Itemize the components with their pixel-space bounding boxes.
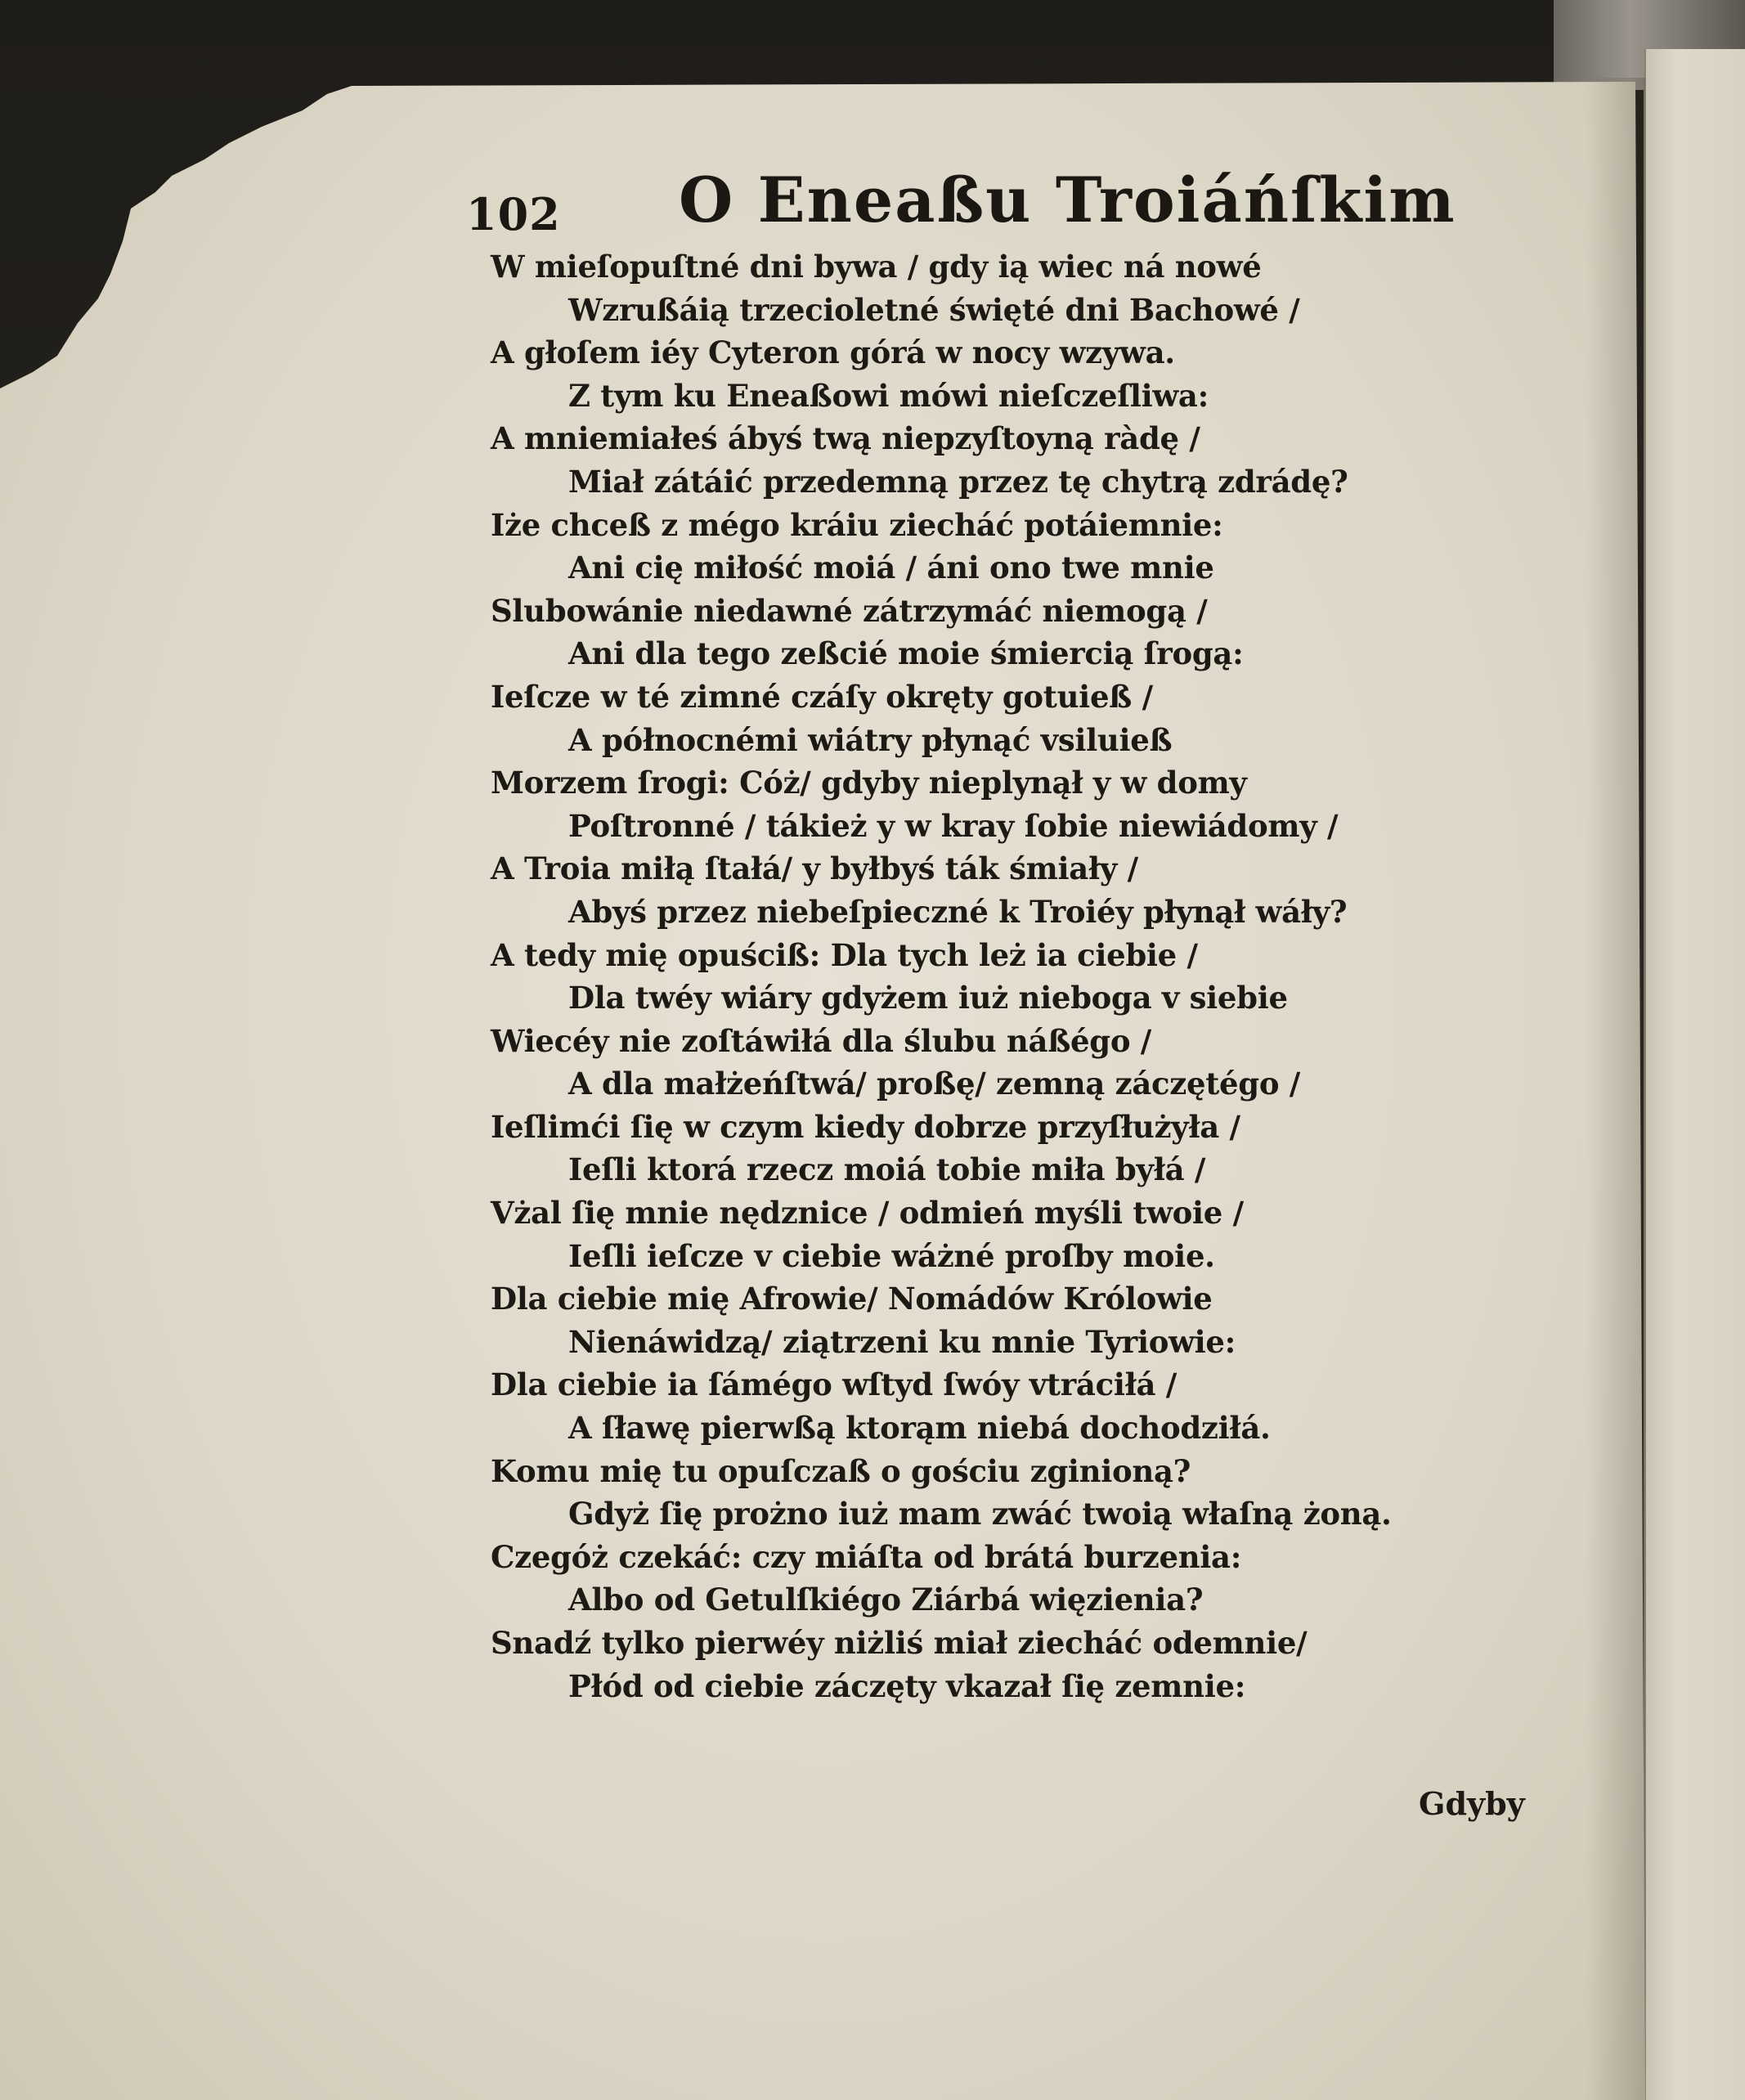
verse-line: Poſtronné / tákież y w kray ſobie niewiádomy / [568,807,1339,844]
verse-line: Iże chceß z mégo kráiu ziecháć potáiemnie: [491,506,1223,543]
verse-line: Dla ciebie mię Afrowie/ Nomádów Królowie [491,1281,1213,1317]
verse-line: Wzrußáią trzecioletné święté dni Bachowé / [568,291,1300,328]
verse-line: Miał zátáić przedemną przez tę chytrą zdrádę? [568,463,1348,500]
verse-line: A głoſem iéy Cyteron górá w nocy wzywa. [491,334,1175,371]
gutter-shadow [1586,78,1645,2100]
verse-line: Czegóż czekáć: czy miáſta od brátá burzenia: [491,1538,1242,1575]
verse-line: Dla ciebie ia ſámégo wſtyd ſwóy vtráciłá / [491,1366,1177,1403]
facing-page-edge [1644,49,1745,2100]
verse-line: A ſławę pierwßą ktorąm niebá dochodziłá. [568,1410,1271,1447]
verse-line: A północnémi wiátry płynąć vsiluieß [568,721,1173,758]
verse-line: Slubowánie niedawné zátrzymáć niemogą / [491,592,1208,629]
verse-line: A tedy mię opuściß: Dla tych leż ia ciebie / [491,936,1198,973]
verse-line: Ani dla tego zeßcié moie śmiercią ſrogą: [568,635,1244,672]
catchword: Gdyby [1419,1785,1525,1822]
verse-line: Płód od ciebie záczęty vkazał ſię zemnie: [568,1667,1246,1704]
verse-line: Gdyż ſię prożno iuż mam zwáć twoią właſną żoną. [568,1496,1392,1532]
verse-line: Nienáwidzą/ ziątrzeni ku mnie Tyriowie: [568,1323,1236,1360]
verse-line: Ani cię miłość moiá / áni ono twe mnie [568,550,1214,586]
verse-line: A Troia miłą ſtałá/ y byłbyś ták śmiały / [491,850,1138,887]
verse-line: Komu mię tu opuſczaß o gościu zginioną? [491,1452,1191,1489]
verse-line: A dla małżeńſtwá/ proßę/ zemną záczętégo / [568,1066,1301,1102]
page-title: O Eneaßu Troiáńſkim [679,164,1456,236]
verse-line: Wiecéy nie zoſtáwiłá dla ślubu náßégo / [491,1022,1151,1059]
running-head [466,164,1496,254]
verse-line: Ieſcze w té zimné czáſy okręty gotuieß / [491,678,1153,715]
verse-line: Vżal ſię mnie nędznice / odmień myśli twoie / [491,1195,1244,1232]
verse-line: Ieſli ktorá rzecz moiá tobie miła byłá / [568,1151,1206,1188]
page-number: 102 [466,188,561,240]
verse-line: Ieſli ieſcze v ciebie wáżné proſby moie. [568,1237,1215,1274]
verse-line: Z tym ku Eneaßowi mówi nieſczeſliwa: [568,377,1209,414]
verse-line: Abyś przez niebeſpieczné k Troiéy płynął wáły? [568,893,1348,930]
verse-line: Albo od Getulſkiégo Ziárbá więzienia? [568,1582,1204,1618]
verse-line: Ieſlimći ſię w czym kiedy dobrze przyſłużyła / [491,1108,1240,1145]
verse-line: W mieſopuſtné dni bywa / gdy ią wiec ná nowé [491,249,1262,285]
verse-line: Dla twéy wiáry gdyżem iuż nieboga v siebie [568,980,1288,1016]
verse-line: A mniemiałeś ábyś twą niepzyſtoyną ràdę / [491,420,1200,457]
verse-line: Morzem ſrogi: Cóż/ gdyby nieplynął y w domy [491,765,1247,801]
verse-line: Snadź tylko pierwéy niżliś miał ziecháć odemnie/ [491,1625,1308,1661]
verse-text [491,245,1456,1707]
